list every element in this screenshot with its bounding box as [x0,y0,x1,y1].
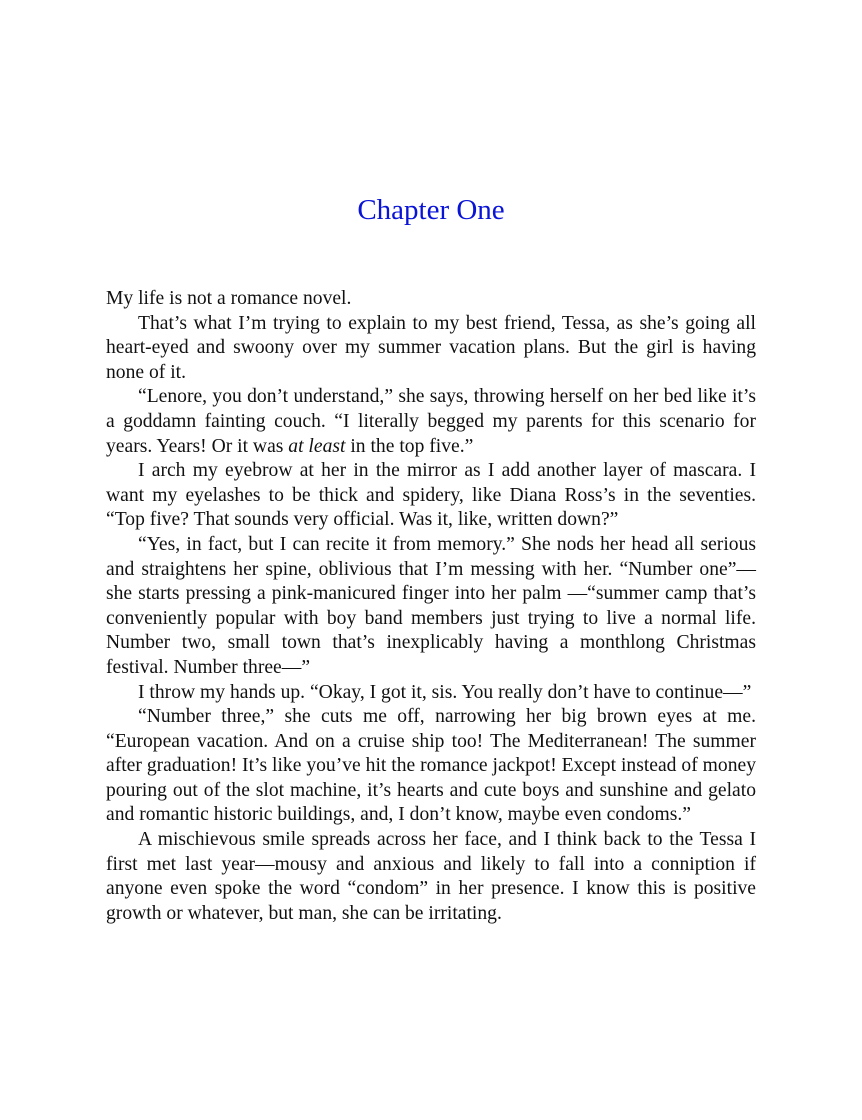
paragraph: I arch my eyebrow at her in the mirror as I add another layer of mascara. I want my eyelashes to be thick and spidery, like Diana Ross’s in the seventies. “Top five? That sounds very official. Was it, like, written down?” [106,460,756,531]
paragraph-text: “Lenore, you don’t understand,” she says, throwing herself on her bed like it’s a goddamn fainting couch. “I literally begged my parents for this scenario for years. Years! Or it was [106,386,756,457]
paragraph: A mischievous smile spreads across her face, and I think back to the Tessa I first met last year—mousy and anxious and likely to fall into a conniption if anyone even spoke the word “condom” in her presence. I know this is positive growth or whatever, but man, she can be irritating. [106,829,756,924]
chapter-body [106,287,756,926]
chapter-title: Chapter One [357,194,505,226]
paragraph: I throw my hands up. “Okay, I got it, sis. You really don’t have to continue—” [138,681,752,703]
paragraph-text: in the top five.” [345,435,474,457]
paragraph: “Number three,” she cuts me off, narrowing her big brown eyes at me. “European vacation. And on a cruise ship too! The Mediterranean! The summer after graduation! It’s like you’ve hit the romance jackpot! Except instead of money pouring out of the slot machine, it’s hearts and cute boys and sunshine and gelato and romantic historic buildings, and, I don’t know, maybe even condoms.” [106,706,756,826]
paragraph [106,385,756,459]
italic-emphasis: at least [288,435,346,457]
paragraph: That’s what I’m trying to explain to my best friend, Tessa, as she’s going all heart-eyed and swoony over my summer vacation plans. But the girl is having none of it. [106,312,756,383]
paragraph: My life is not a romance novel. [106,288,352,309]
paragraph: “Yes, in fact, but I can recite it from memory.” She nods her head all serious and straightens her spine, oblivious that I’m messing with her. “Number one”—she starts pressing a pink-manicured finger into her palm —“summer camp that’s conveniently popular with boy band members just trying to live a normal life. Number two, small town that’s inexplicably having a monthlong Christmas festival. Number three—” [106,533,756,678]
